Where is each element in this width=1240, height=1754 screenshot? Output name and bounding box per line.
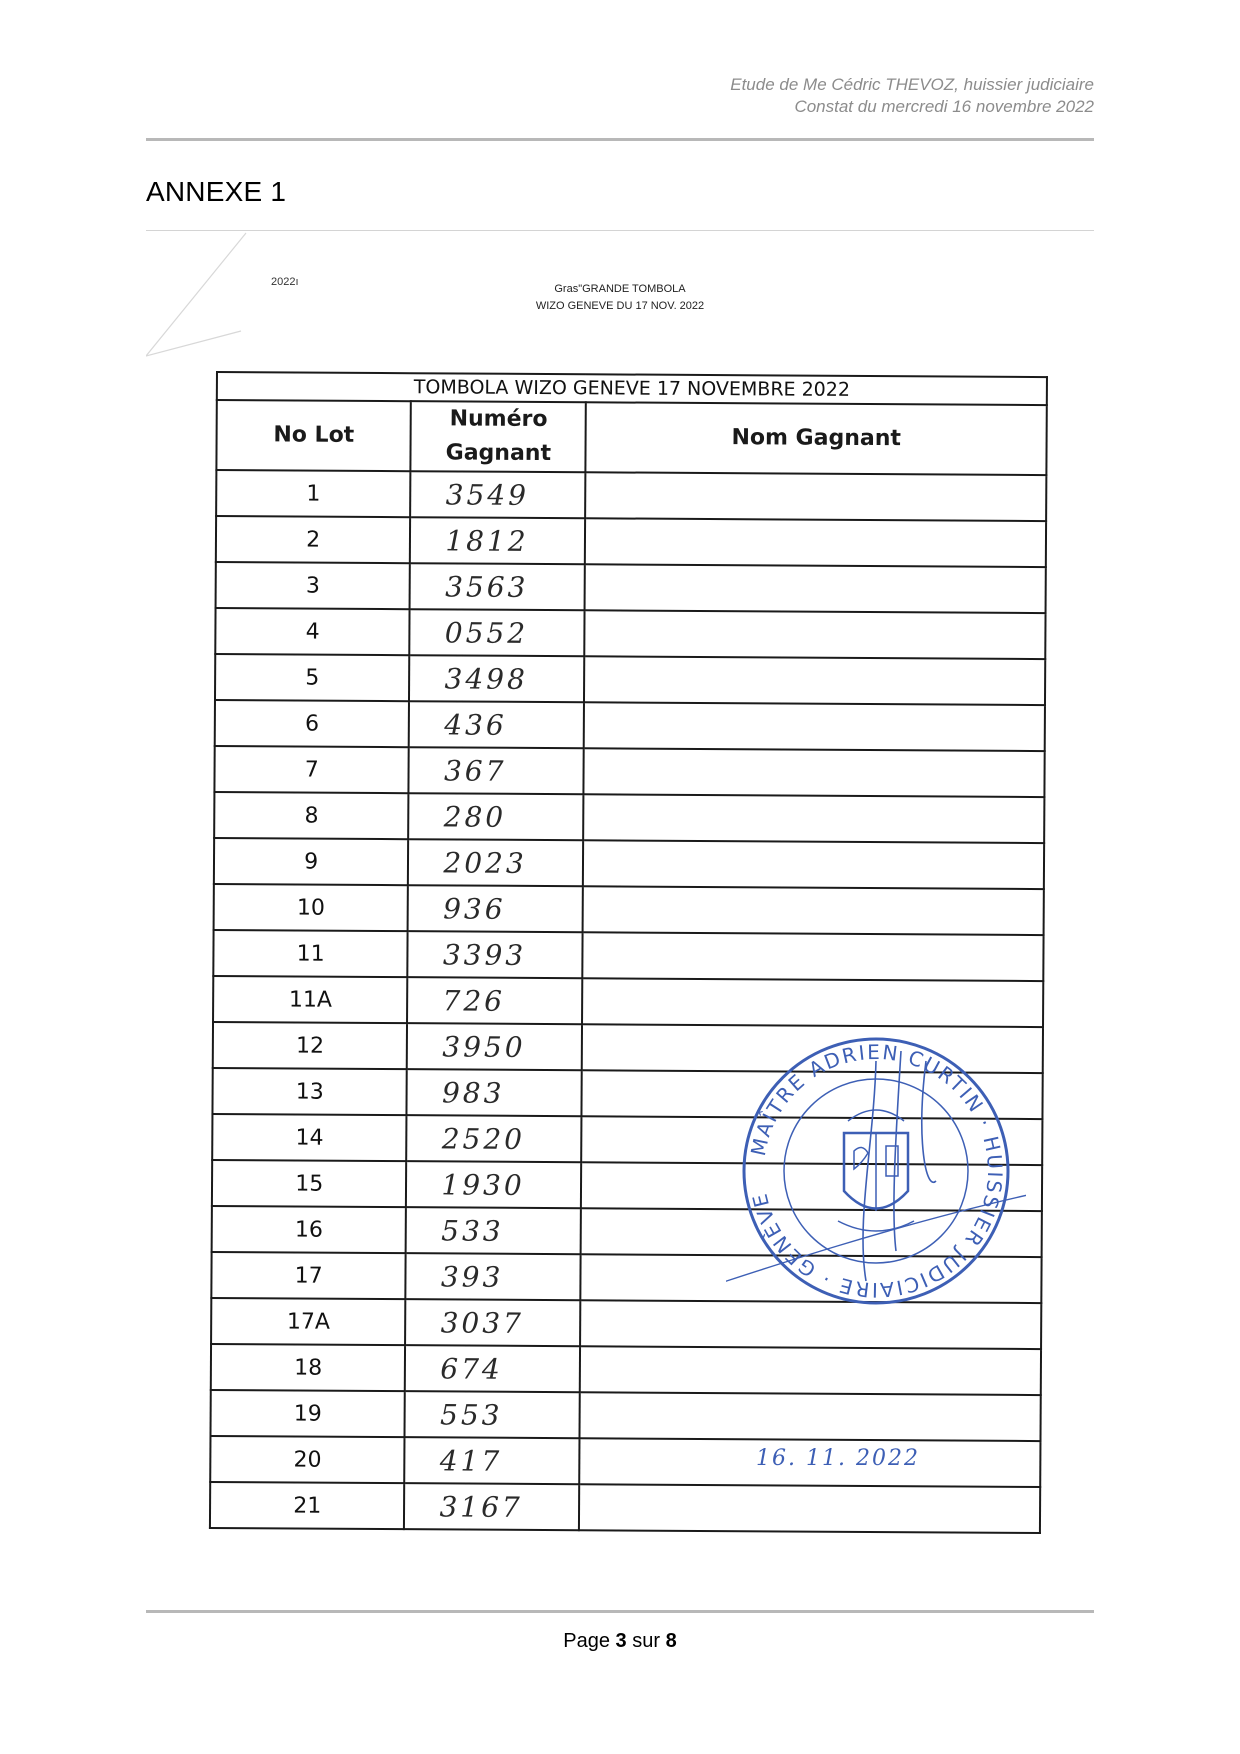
winner-name-cell (580, 1346, 1041, 1395)
table-row (215, 608, 1045, 659)
annex-title: ANNEXE 1 (146, 176, 287, 207)
lot-number-cell: 15 (212, 1160, 407, 1207)
table-row (216, 516, 1046, 567)
winning-number-cell: 3950 (407, 1023, 582, 1070)
winner-name-cell (583, 840, 1044, 889)
table-row (214, 884, 1044, 935)
column-header-number-line2: Gagnant (445, 440, 552, 467)
winner-name-cell (584, 656, 1045, 705)
table-row (214, 838, 1044, 889)
winning-number-cell: 553 (405, 1391, 580, 1438)
footer-sur: sur (632, 1630, 661, 1652)
table-row (214, 792, 1044, 843)
winning-number-cell: 393 (406, 1253, 581, 1300)
winning-number-cell: 1812 (410, 517, 585, 564)
winning-number-cell: 0552 (410, 609, 585, 656)
table-row (213, 930, 1043, 981)
footer-divider (146, 1610, 1094, 1613)
table-row (216, 470, 1046, 521)
scan-corner-fragment: 2022ı (271, 276, 299, 288)
lot-number-cell: 6 (215, 700, 410, 747)
footer-total-pages: 8 (665, 1630, 677, 1652)
lot-number-cell: 20 (210, 1436, 405, 1483)
winning-number-cell: 3563 (410, 563, 585, 610)
lot-number-cell: 10 (214, 884, 409, 931)
lot-number-cell: 12 (213, 1022, 408, 1069)
winning-number-cell: 436 (409, 701, 584, 748)
header-line-study: Etude de Me Cédric THEVOZ, huissier judiciaire (730, 75, 1094, 94)
winner-name-cell (583, 886, 1044, 935)
table-row (210, 1482, 1040, 1533)
winner-name-cell (585, 564, 1046, 613)
winning-number-cell: 367 (409, 747, 584, 794)
winning-number-cell: 533 (406, 1207, 581, 1254)
lot-number-cell: 21 (210, 1482, 405, 1529)
winner-name-cell (579, 1484, 1040, 1533)
winning-number-cell: 674 (405, 1345, 580, 1392)
lot-number-cell: 1 (216, 470, 411, 517)
footer-page-label: Page (563, 1630, 610, 1652)
lot-number-cell: 2 (216, 516, 411, 563)
winning-number-cell: 2520 (407, 1115, 582, 1162)
lot-number-cell: 19 (210, 1390, 405, 1437)
winning-number-cell: 3037 (406, 1299, 581, 1346)
winning-number-cell: 280 (409, 793, 584, 840)
lot-number-cell: 7 (214, 746, 409, 793)
lot-number-cell: 8 (214, 792, 409, 839)
lot-number-cell: 4 (215, 608, 410, 655)
winning-number-cell: 3393 (408, 931, 583, 978)
table-body (210, 470, 1046, 1533)
winner-name-cell (582, 978, 1043, 1027)
scan-heading (146, 281, 1094, 315)
lot-number-cell: 9 (214, 838, 409, 885)
winning-number-cell: 726 (407, 977, 582, 1024)
winning-number-cell: 3549 (411, 471, 586, 518)
lot-number-cell: 17A (211, 1298, 406, 1345)
page-footer (0, 1630, 1240, 1653)
lot-number-cell: 17 (211, 1252, 406, 1299)
lottery-results-table (209, 371, 1048, 1534)
winner-name-cell (583, 932, 1044, 981)
bailiff-stamp (726, 1021, 1026, 1321)
scanned-page (146, 231, 1094, 1561)
table-row (213, 976, 1043, 1027)
winning-number-cell: 936 (408, 885, 583, 932)
winner-name-cell (580, 1392, 1041, 1441)
scan-heading-line1: Gras"GRANDE TOMBOLA (554, 283, 686, 295)
column-header-lot: No Lot (216, 400, 411, 471)
lot-number-cell: 16 (212, 1206, 407, 1253)
lot-number-cell: 11 (213, 930, 408, 977)
winning-number-cell: 3167 (404, 1483, 579, 1530)
table-row (215, 700, 1045, 751)
lot-number-cell: 18 (211, 1344, 406, 1391)
header-line-report: Constat du mercredi 16 novembre 2022 (794, 97, 1094, 116)
winner-name-cell (583, 794, 1044, 843)
winner-name-cell (584, 702, 1045, 751)
winning-number-cell: 3498 (409, 655, 584, 702)
table-row (216, 562, 1046, 613)
lot-number-cell: 5 (215, 654, 410, 701)
lot-number-cell: 13 (212, 1068, 407, 1115)
winning-number-cell: 1930 (406, 1161, 581, 1208)
lot-number-cell: 11A (213, 976, 408, 1023)
winner-name-cell (585, 610, 1046, 659)
lot-number-cell: 3 (216, 562, 411, 609)
winning-number-cell: 2023 (408, 839, 583, 886)
stamp-ring-text: MAÎTRE ADRIEN CURTIN · HUISSIER JUDICIAIRE · GENÈVE (745, 1039, 1008, 1303)
winner-name-cell (585, 518, 1046, 567)
winning-number-cell: 983 (407, 1069, 582, 1116)
table-row (210, 1390, 1040, 1441)
column-header-name: Nom Gagnant (586, 402, 1047, 475)
table-caption: TOMBOLA WIZO GENEVE 17 NOVEMBRE 2022 (217, 372, 1047, 405)
table-row (211, 1344, 1041, 1395)
lot-number-cell: 14 (212, 1114, 407, 1161)
header-divider (146, 138, 1094, 141)
handwritten-date: 16. 11. 2022 (756, 1446, 920, 1471)
footer-current-page: 3 (615, 1630, 627, 1652)
document-header (730, 74, 1094, 118)
table-row (215, 654, 1045, 705)
column-header-number (411, 401, 586, 472)
scan-heading-line2: WIZO GENEVE DU 17 NOV. 2022 (535, 300, 705, 312)
winning-number-cell: 417 (405, 1437, 580, 1484)
winner-name-cell (584, 748, 1045, 797)
column-header-number-line1: Numéro (449, 406, 548, 433)
winner-name-cell (585, 472, 1046, 521)
table-row (214, 746, 1044, 797)
